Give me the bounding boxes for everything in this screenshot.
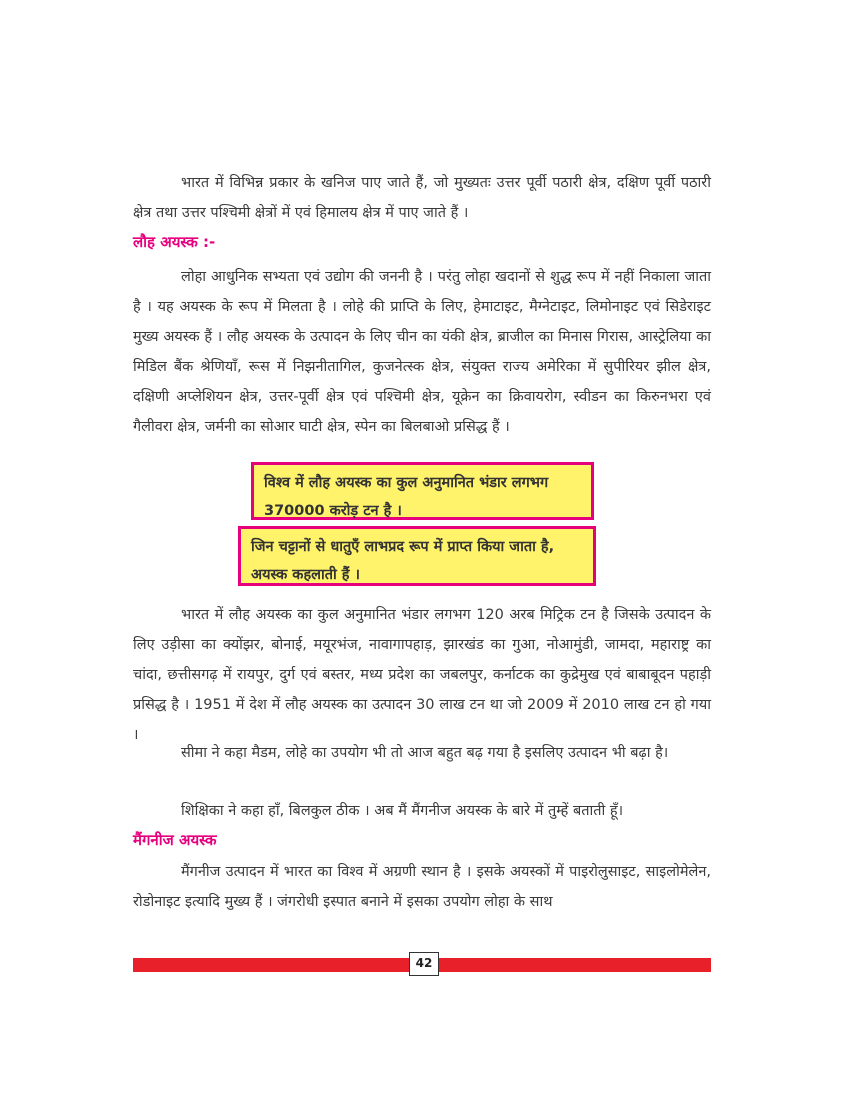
intro-paragraph: भारत में विभिन्न प्रकार के खनिज पाए जाते हैं, जो मुख्यतः उत्तर पूर्वी पठारी क्षेत्र, दक्षिण पूर्वी पठारी क्षेत्र तथा उत्तर पश्चिमी क्षेत्रों में एवं हिमालय क्षेत्र में पाए जाते हैं । [133,175,711,221]
page-number: 42 [409,952,439,976]
teacher-dialogue: शिक्षिका ने कहा हाँ, बिलकुल ठीक । अब मैं मैंगनीज अयस्क के बारे में तुम्हें बताती हूँ। [181,803,624,819]
callout-definition: जिन चट्टानों से धातुएँ लाभप्रद रूप में प्राप्त किया जाता है, अयस्क कहलाती हैं । [238,526,596,586]
seema-dialogue: सीमा ने कहा मैडम, लोहे का उपयोग भी तो आज बहुत बढ़ गया है इसलिए उत्पादन भी बढ़ा है। [181,745,669,761]
callout-reserve: विश्व में लौह अयस्क का कुल अनुमानित भंडार लगभग 370000 करोड़ टन है । [251,462,594,520]
iron-ore-paragraph: लोहा आधुनिक सभ्यता एवं उद्योग की जननी है । परंतु लोहा खदानों से शुद्ध रूप में नहीं निकाला जाता है । यह अयस्क के रूप में मिलता है । लोहे की प्राप्ति के लिए, हेमाटाइट, मैग्नेटाइट, लिमोनाइट एवं सिडेराइट मुख्य अयस्क हैं । लौह अयस्क के उत्पादन के लिए चीन का यंकी क्षेत्र, ब्राजील का मिनास गिरास, आस्ट्रेलिया का मिडिल बैंक श्रेणियाँ, रूस में निझनीतागिल, कुजनेत्स्क क्षेत्र, संयुक्त राज्य अमेरिका में सुपीरियर झील क्षेत्र, दक्षिणी अप्लेशियन क्षेत्र, उत्तर-पूर्वी क्षेत्र एवं पश्चिमी क्षेत्र, यूक्रेन का क्रिवायरोग, स्वीडन का किरुनभरा एवं गैलीवरा क्षेत्र, जर्मनी का सोआर घाटी क्षेत्र, स्पेन का बिलबाओ प्रसिद्ध हैं । [133,269,711,435]
manganese-paragraph: मैंगनीज उत्पादन में भारत का विश्व में अग्रणी स्थान है । इसके अयस्कों में पाइरोलुसाइट, साइलोमेलेन, रोडोनाइट इत्यादि मुख्य हैं । जंगरोधी इस्पात बनाने में इसका उपयोग लोहा के साथ [133,864,711,910]
heading-iron-ore: लौह अयस्क :- [133,233,216,251]
india-iron-paragraph: भारत में लौह अयस्क का कुल अनुमानित भंडार लगभग 120 अरब मिट्रिक टन है जिसके उत्पादन के लिए उड़ीसा का क्योंझर, बोनाई, मयूरभंज, नावागापहाड़, झारखंड का गुआ, नोआमुंडी, जामदा, महाराष्ट्र का चांदा, छत्तीसगढ़ में रायपुर, दुर्ग एवं बस्तर, मध्य प्रदेश का जबलपुर, कर्नाटक का कुद्रेमुख एवं बाबाबूदन पहाड़ी प्रसिद्ध है । 1951 में देश में लौह अयस्क का उत्पादन 30 लाख टन था जो 2009 में 2010 लाख टन हो गया । [133,607,711,743]
heading-manganese: मैंगनीज अयस्क [133,831,217,849]
